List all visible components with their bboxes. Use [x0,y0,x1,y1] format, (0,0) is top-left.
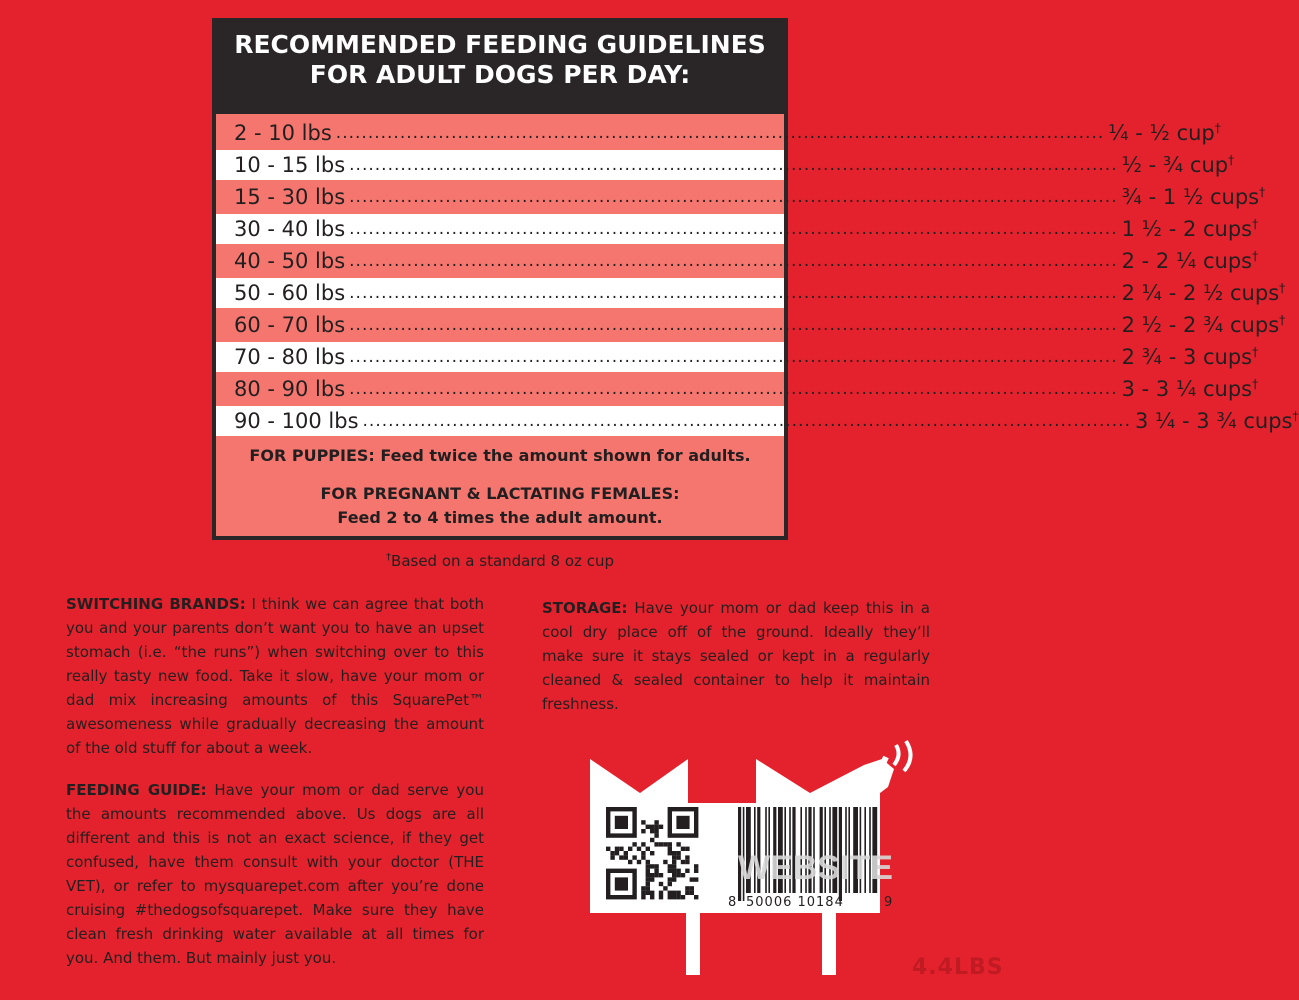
qr-module [681,860,685,864]
qr-module [646,877,650,881]
row-dot-leader: ........................................................................................................................ [349,219,1118,239]
qr-module [685,891,689,895]
barcode-digit-left: 8 [728,895,737,910]
switching-brands-paragraph [66,592,484,760]
qr-module [641,851,645,855]
row-dot-leader: ........................................................................................................................ [349,347,1118,367]
qr-module [624,851,628,855]
qr-module [646,882,650,886]
row-weight: 50 - 60 lbs [234,281,346,305]
qr-module [676,855,680,859]
qr-module [690,877,694,881]
qr-module [650,838,654,842]
qr-module [668,891,672,895]
qr-module [668,882,672,886]
qr-module [646,869,650,873]
qr-module [672,851,676,855]
row-weight: 80 - 90 lbs [234,377,346,401]
qr-module [624,855,628,859]
qr-module [690,886,694,890]
qr-module [606,847,610,851]
qr-module [650,829,654,833]
qr-module [650,891,654,895]
qr-module [672,891,676,895]
qr-module [676,851,680,855]
pregnant-note [216,482,784,530]
qr-module [646,886,650,890]
qr-module [663,860,667,864]
pregnant-note-line2: Feed 2 to 4 times the adult amount. [337,508,663,527]
qr-module [646,873,650,877]
row-dagger: † [1279,313,1286,327]
barcode-watermark: WEBSITE [738,849,893,887]
qr-module [654,869,658,873]
feeding-row [216,246,1259,276]
row-dot-leader: ........................................................................................................................ [349,187,1118,207]
row-weight: 30 - 40 lbs [234,217,346,241]
panel-title-line1: RECOMMENDED FEEDING GUIDELINES [234,30,766,59]
qr-module [659,825,663,829]
qr-module [672,873,676,877]
row-amount [1135,409,1299,433]
feeding-row [216,182,1266,212]
row-amount-text: ¼ - ½ cup [1108,121,1215,145]
panel-title [212,30,788,90]
storage-paragraph [542,596,930,716]
qr-module [676,873,680,877]
feeding-heading: FEEDING GUIDE: [66,781,207,799]
qr-module [659,891,663,895]
qr-module [650,864,654,868]
row-dagger: † [1228,153,1235,167]
qr-module [650,851,654,855]
qr-module [646,891,650,895]
qr-module [646,860,650,864]
feeding-guide-paragraph [66,778,484,970]
qr-module [672,877,676,881]
qr-module [641,895,645,899]
qr-module [690,891,694,895]
pregnant-note-line1: FOR PREGNANT & LACTATING FEMALES: [320,484,680,503]
qr-module [650,873,654,877]
row-amount [1122,249,1258,273]
row-amount-text: 2 - 2 ¼ cups [1121,249,1253,273]
row-dot-leader: ........................................................................................................................ [349,379,1118,399]
wag-line-inner [894,745,899,765]
qr-module [676,842,680,846]
qr-module [685,869,689,873]
qr-module [672,864,676,868]
feeding-row [216,150,1235,180]
qr-finder-center [615,816,628,829]
feeding-row [216,406,1299,436]
row-amount [1108,121,1221,145]
qr-module [668,847,672,851]
qr-module [694,877,698,881]
qr-module [619,855,623,859]
qr-module [668,895,672,899]
row-weight: 2 - 10 lbs [234,121,332,145]
qr-module [654,864,658,868]
row-dagger: † [1252,345,1259,359]
qr-module [659,895,663,899]
row-weight: 40 - 50 lbs [234,249,346,273]
row-amount-text: ½ - ¾ cup [1121,153,1229,177]
row-amount-text: 3 ¼ - 3 ¾ cups [1134,409,1293,433]
qr-module [659,882,663,886]
row-weight: 15 - 30 lbs [234,185,346,209]
qr-module [663,886,667,890]
qr-module [685,855,689,859]
switching-heading: SWITCHING BRANDS: [66,595,246,613]
footnote-dagger: † [386,552,392,563]
row-amount-text: 3 - 3 ¼ cups [1121,377,1253,401]
row-amount-text: 1 ½ - 2 cups [1121,217,1253,241]
row-weight: 70 - 80 lbs [234,345,346,369]
qr-module [676,869,680,873]
row-weight: 60 - 70 lbs [234,313,346,337]
panel-title-line2: FOR ADULT DOGS PER DAY: [309,60,691,89]
qr-module [694,895,698,899]
row-dot-leader: ........................................................................................................................ [349,315,1118,335]
qr-module [632,842,636,846]
qr-module [694,864,698,868]
qr-module [641,855,645,859]
qr-module [615,851,619,855]
row-amount [1122,281,1286,305]
qr-module [694,869,698,873]
feeding-table [216,114,1299,536]
qr-module [659,873,663,877]
qr-module [681,873,685,877]
barcode-digits-mid: 50006 10184 [746,895,844,910]
qr-module [685,860,689,864]
qr-module [672,895,676,899]
qr-module [663,842,667,846]
qr-module [650,825,654,829]
qr-module [654,842,658,846]
row-amount-text: ¾ - 1 ½ cups [1121,185,1260,209]
qr-module [668,842,672,846]
row-dagger: † [1252,217,1259,231]
row-amount-text: 2 ½ - 2 ¾ cups [1121,313,1280,337]
storage-body: Have your mom or dad keep this in a cool dry place off of the ground. Ideally they’ll make sure it stays sealed or kept in a regularly cleaned & sealed container to help it maintain freshness. [542,599,930,713]
switching-body: I think we can agree that both you and your parents don’t want you to have an upset stomach (i.e. “the runs”) when switching over to this really tasty new food. Take it slow, have your mom or dad mix increasing amounts of this SquarePet™ awesomeness while gradually decreasing the amount of the old stuff for about a week. [66,595,484,757]
wag-line-outer [904,741,911,771]
net-weight-label: 4.4LBS [912,955,1004,980]
qr-module [676,891,680,895]
row-amount [1122,153,1235,177]
qr-module [654,825,658,829]
qr-finder-center [676,816,689,829]
row-dot-leader: ........................................................................................................................ [349,283,1118,303]
puppies-note: FOR PUPPIES: Feed twice the amount shown for adults. [249,446,751,465]
row-amount-text: 2 ¾ - 3 cups [1121,345,1253,369]
row-dot-leader: ........................................................................................................................ [349,155,1118,175]
qr-finder-center [615,877,628,890]
row-dagger: † [1279,281,1286,295]
qr-module [641,829,645,833]
qr-module [650,877,654,881]
qr-module [637,860,641,864]
qr-module [646,864,650,868]
row-amount [1122,185,1265,209]
row-amount [1122,217,1258,241]
qr-module [641,842,645,846]
row-amount [1122,345,1258,369]
qr-module [637,847,641,851]
feeding-row [216,374,1259,404]
qr-module [681,895,685,899]
qr-module [654,833,658,837]
feeding-row [216,214,1259,244]
qr-module [650,895,654,899]
row-weight: 90 - 100 lbs [234,409,359,433]
feeding-row [216,278,1286,308]
qr-module [615,847,619,851]
feeding-guidelines-panel [212,18,1299,540]
barcode-digit-right: 9 [884,895,893,910]
feeding-row [216,342,1259,372]
qr-module [654,873,658,877]
feeding-row [216,118,1221,148]
qr-module [632,855,636,859]
storage-heading: STORAGE: [542,599,628,617]
qr-module [681,847,685,851]
qr-module [628,860,632,864]
qr-module [610,851,614,855]
cup-footnote [0,552,1000,570]
feeding-row [216,310,1286,340]
row-dot-leader: ........................................................................................................................ [335,123,1105,143]
qr-module [641,820,645,824]
qr-module [676,895,680,899]
row-dagger: † [1259,185,1266,199]
qr-module [654,820,658,824]
qr-module [668,851,672,855]
row-amount [1122,377,1258,401]
row-dot-leader: ........................................................................................................................ [362,411,1131,431]
qr-module [610,855,614,859]
qr-module [685,886,689,890]
qr-module [646,847,650,851]
feeding-body: Have your mom or dad serve you the amounts recommended above. Us dogs are all different and this is not an exact science, if they get confused, have them consult with your doctor (THE VET), or refer to mysquarepet.com after you’re done cruising #thedogsofsquarepet. Make sure they have clean fresh drinking water available at all times for you. And them. But mainly just you. [66,781,484,967]
row-dagger: † [1214,121,1221,135]
qr-module [628,847,632,851]
qr-module [668,877,672,881]
qr-module [619,847,623,851]
qr-module [659,842,663,846]
row-dagger: † [1252,249,1259,263]
qr-module [668,864,672,868]
qr-module [672,855,676,859]
row-amount [1122,313,1286,337]
qr-module [668,869,672,873]
qr-module [654,829,658,833]
row-dot-leader: ........................................................................................................................ [349,251,1118,271]
row-dagger: † [1292,409,1299,423]
row-amount-text: 2 ¼ - 2 ½ cups [1121,281,1280,305]
row-dagger: † [1252,377,1259,391]
qr-module [641,891,645,895]
qr-module [672,869,676,873]
footnote-text: Based on a standard 8 oz cup [391,552,614,570]
dog-barcode-graphic [588,745,908,975]
row-weight: 10 - 15 lbs [234,153,346,177]
qr-module [646,825,650,829]
qr-module [641,886,645,890]
qr-module [685,847,689,851]
qr-module [672,860,676,864]
